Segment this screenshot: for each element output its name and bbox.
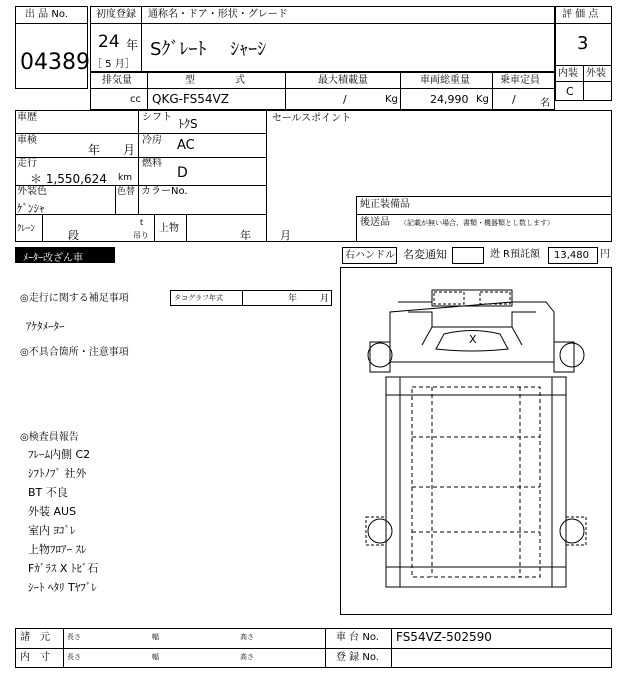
interior-label: 内装	[558, 68, 578, 79]
model-name: Sｸﾞﾚｰﾄ ｼｬｰｼ	[150, 39, 267, 60]
length-label-2: 長さ	[67, 653, 81, 661]
tacho-month: 月	[320, 294, 330, 304]
upper-label: 上物	[159, 223, 179, 234]
color-label: 外装色	[17, 186, 47, 197]
gross-weight-unit: Kg	[476, 94, 489, 105]
capacity-label: 乗車定員	[500, 75, 540, 86]
capacity-value: /	[512, 93, 516, 106]
first-reg-label: 初度登録	[96, 9, 136, 20]
interior-grade: C	[566, 85, 574, 98]
width-label-2: 幅	[152, 653, 159, 661]
standard-equipment-label: 純正装備品	[360, 199, 410, 210]
shift-value: ﾄｸS	[178, 117, 198, 131]
gross-weight-label: 車両総重量	[420, 75, 470, 86]
inspector-item: 室内 ﾖｺﾞﾚ	[28, 524, 76, 537]
tamper-badge-text: ﾒｰﾀｰ改ざん車	[23, 253, 83, 264]
upper-year: 年	[240, 229, 251, 242]
registration-label: 登 録 No.	[336, 652, 379, 663]
inspection-label: 車検	[17, 135, 37, 146]
capacity-unit: 名	[540, 98, 550, 109]
length-label: 長さ	[67, 633, 81, 641]
inspector-item: ﾌﾚｰﾑ内側 C2	[28, 448, 91, 461]
year-unit: 年	[126, 38, 139, 52]
aftermarket-label: 後送品	[360, 217, 390, 228]
chassis-label: 車 台 No.	[336, 632, 379, 643]
spec-label: 諸 元	[20, 632, 50, 643]
deposit-prefix: 迯	[490, 249, 500, 260]
score-value: 3	[577, 33, 589, 54]
driving-notes-label: ◎走行に関する補足事項	[20, 293, 129, 304]
dims-label: 内 寸	[20, 652, 50, 663]
type-value: QKG-FS54VZ	[152, 92, 229, 106]
chassis-value: FS54VZ-502590	[396, 630, 492, 644]
sales-point-label: セールスポイント	[272, 113, 352, 124]
mileage-label: 走行	[17, 158, 37, 169]
max-load-unit: Kg	[385, 94, 398, 105]
max-load-value: /	[343, 93, 347, 106]
inspector-label: ◎検査員報告	[20, 432, 79, 443]
tacho-year: 年	[288, 294, 298, 304]
height-label: 高さ	[240, 633, 254, 641]
upper-month: 月	[280, 229, 291, 242]
name-change-label: 名変通知	[403, 248, 447, 261]
inspection-year: 年	[88, 143, 101, 157]
color-value: ｹﾞﾝｼｬ	[17, 202, 45, 215]
ac-label: 冷房	[142, 135, 162, 146]
inspector-item: 上物ﾌﾛｱｰ ｽﾚ	[28, 543, 87, 556]
exterior-label: 外装	[586, 68, 606, 79]
inspector-item: ｼﾌﾄﾉﾌﾞ 社外	[28, 467, 87, 480]
deposit-label: R預託額	[503, 249, 540, 260]
inspector-item: Fｶﾞﾗｽ X ﾄﾋﾞ石	[28, 562, 99, 575]
rhd-label: 右ハンドル	[345, 250, 395, 261]
ac-value: AC	[177, 138, 195, 153]
model-label: 通称名・ドア・形状・グレード	[148, 9, 288, 20]
color-code-label: カラーNo.	[141, 186, 188, 197]
lot-label: 出 品 No.	[25, 9, 68, 20]
inspection-month: 月	[123, 143, 136, 157]
name-change-checkbox[interactable]	[452, 247, 484, 264]
width-label: 幅	[152, 633, 159, 641]
inspector-item: 外装 AUS	[28, 505, 77, 518]
lot-number: 04389	[20, 50, 90, 75]
max-load-label: 最大積載量	[318, 75, 368, 86]
fuel-value: D	[177, 165, 188, 181]
inspector-item: BT 不良	[28, 486, 68, 499]
inspector-item: ｼｰﾄ ﾍﾀﾘ Tﾔﾌﾞﾚ	[28, 581, 97, 594]
displacement-label: 排気量	[102, 75, 132, 86]
gross-weight-value: 24,990	[430, 93, 469, 106]
deposit-value: 13,480	[554, 250, 589, 261]
score-label: 評 価 点	[562, 9, 599, 20]
tamper-badge	[15, 247, 115, 263]
driving-note-1: ｱｹﾀﾒｰﾀｰ	[26, 320, 65, 333]
history-label: 車歴	[17, 112, 37, 123]
first-reg-month: ［ 5 月］	[92, 59, 135, 70]
crane-ton: t	[140, 218, 144, 227]
displacement-unit: cc	[130, 94, 141, 105]
type-label: 型 式	[185, 75, 245, 86]
windshield-mark: X	[469, 333, 477, 346]
crane-lift: 吊り	[133, 231, 149, 240]
color-change-label: 色替	[117, 187, 136, 197]
height-label-2: 高さ	[240, 653, 254, 661]
shift-label: シフト	[142, 112, 172, 123]
truck-chassis-diagram	[340, 267, 612, 615]
first-reg-year: 24	[98, 32, 120, 52]
aftermarket-note: （記載が無い場合、書類・機器類とし数します）	[400, 219, 554, 227]
defects-label: ◎不具合箇所・注意事項	[20, 347, 129, 358]
crane-label: ｸﾚｰﾝ	[17, 224, 36, 234]
mileage-value: ＊ 1,550,624	[30, 172, 107, 186]
fuel-label: 燃料	[142, 158, 162, 169]
tachograph-label: タコグラフ年式	[174, 294, 223, 302]
deposit-unit: 円	[600, 249, 610, 260]
mileage-unit: km	[118, 173, 132, 183]
crane-stage: 段	[68, 229, 79, 242]
